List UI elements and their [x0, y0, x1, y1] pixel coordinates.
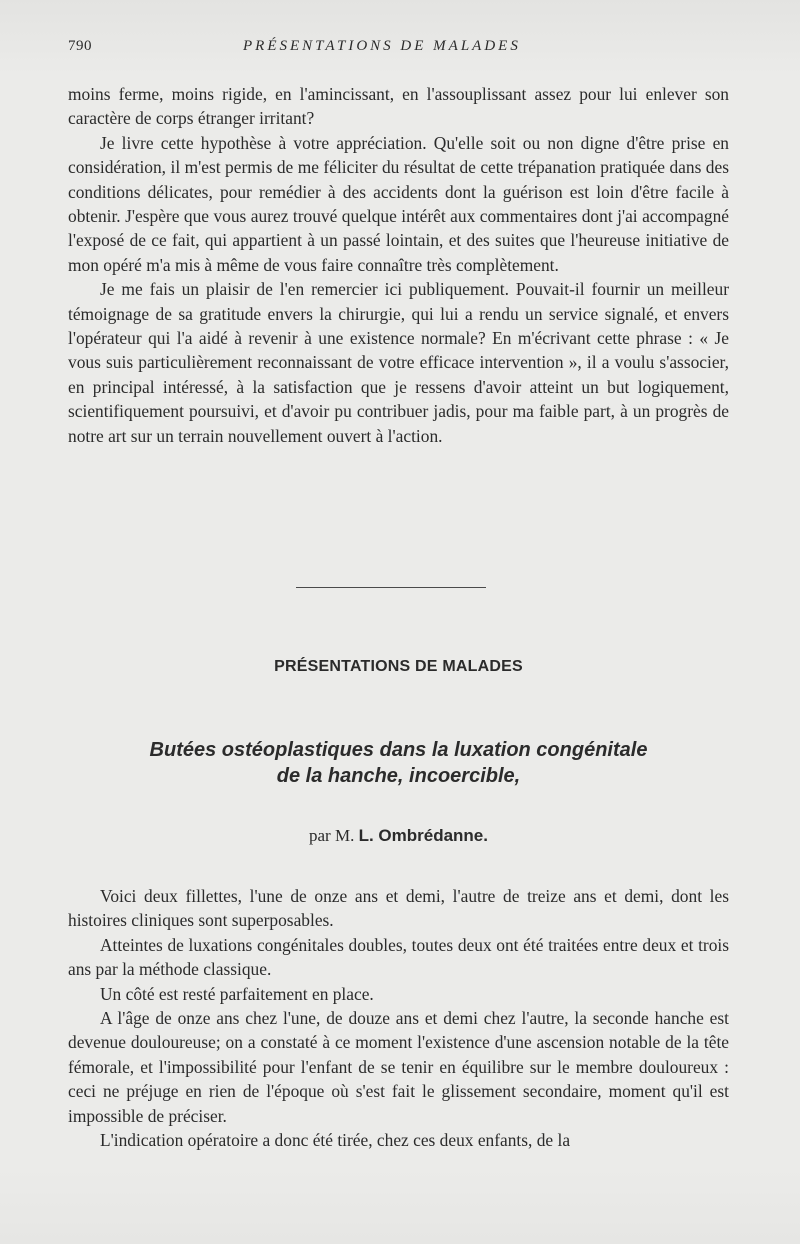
article-title-line-1: Butées ostéoplastiques dans la luxation congénitale	[149, 739, 648, 761]
paragraph: Atteintes de luxations congénitales doubles, toutes deux ont été traitées entre deux et trois ans par la méthode classique.	[68, 934, 729, 980]
page-header	[68, 38, 728, 60]
section-title: PRÉSENTATIONS DE MALADES	[274, 658, 523, 675]
paragraph: L'indication opératoire a donc été tirée, chez ces deux enfants, de la	[100, 1130, 571, 1151]
paragraph: A l'âge de onze ans chez l'une, de douze ans et demi chez l'autre, la seconde hanche est devenue douloureuse; on a constaté à ce moment l'existence d'une ascension notable de la tête fémorale, et l'impossibilité pour l'enfant de se tenir en équilibre sur le membre douloureux : ceci ne préjuge en rien de l'époque où s'est fait le glissement secondaire, moment qu'il est impossible de préciser.	[68, 1008, 729, 1126]
body-text-bottom	[68, 884, 729, 1152]
section-divider	[296, 587, 486, 588]
paragraph: Je me fais un plaisir de l'en remercier ici publiquement. Pouvait-il fournir un meilleur témoignage de sa gratitude envers la chirurgie, qui lui a rendu un service signalé, et envers l'opérateur qui l'a aidé à revenir à une existence normale? En m'écrivant cette phrase : « Je vous suis particulièrement reconnaissant de votre efficace intervention », il a voulu s'associer, en principal intéressé, à la satisfaction que je ressens d'avoir atteint un but logiquement, scientifiquement poursuivi, et d'avoir pu contribuer jadis, pour ma faible part, à un progrès de notre art sur un terrain nouvellement ouvert à l'action.	[68, 279, 729, 446]
paragraph: Je livre cette hypothèse à votre appréciation. Qu'elle soit ou non digne d'être prise en considération, il m'est permis de me féliciter du résultat de cette trépanation pratiquée dans des conditions délicates, pour remédier à des accidents dont la guérison est loin d'être facile à obtenir. J'espère que vous aurez trouvé quelque intérêt aux commentaires dont j'ai accompagné l'exposé de ce fait, qui appartient à un passé lointain, et des suites que l'heureuse initiative de mon opéré m'a mis à même de vous faire connaître très complètement.	[68, 132, 729, 275]
page-number: 790	[68, 38, 92, 54]
paragraph: Voici deux fillettes, l'une de onze ans et demi, l'autre de treize ans et demi, dont les histoires cliniques sont superposables.	[68, 886, 729, 931]
running-title: PRÉSENTATIONS DE MALADES	[243, 38, 521, 54]
byline	[68, 826, 729, 846]
body-text-top	[68, 82, 729, 448]
article-title-line-2: de la hanche, incoercible,	[276, 765, 521, 787]
paragraph: Un côté est resté parfaitement en place.	[100, 983, 374, 1004]
article-title	[68, 737, 729, 789]
paragraph: moins ferme, moins rigide, en l'amincissant, en l'assouplissant assez pour lui enlever son caractère de corps étranger irritant?	[68, 84, 729, 129]
byline-prefix: par M.	[309, 826, 355, 845]
author-name: L. Ombrédanne.	[358, 826, 488, 845]
